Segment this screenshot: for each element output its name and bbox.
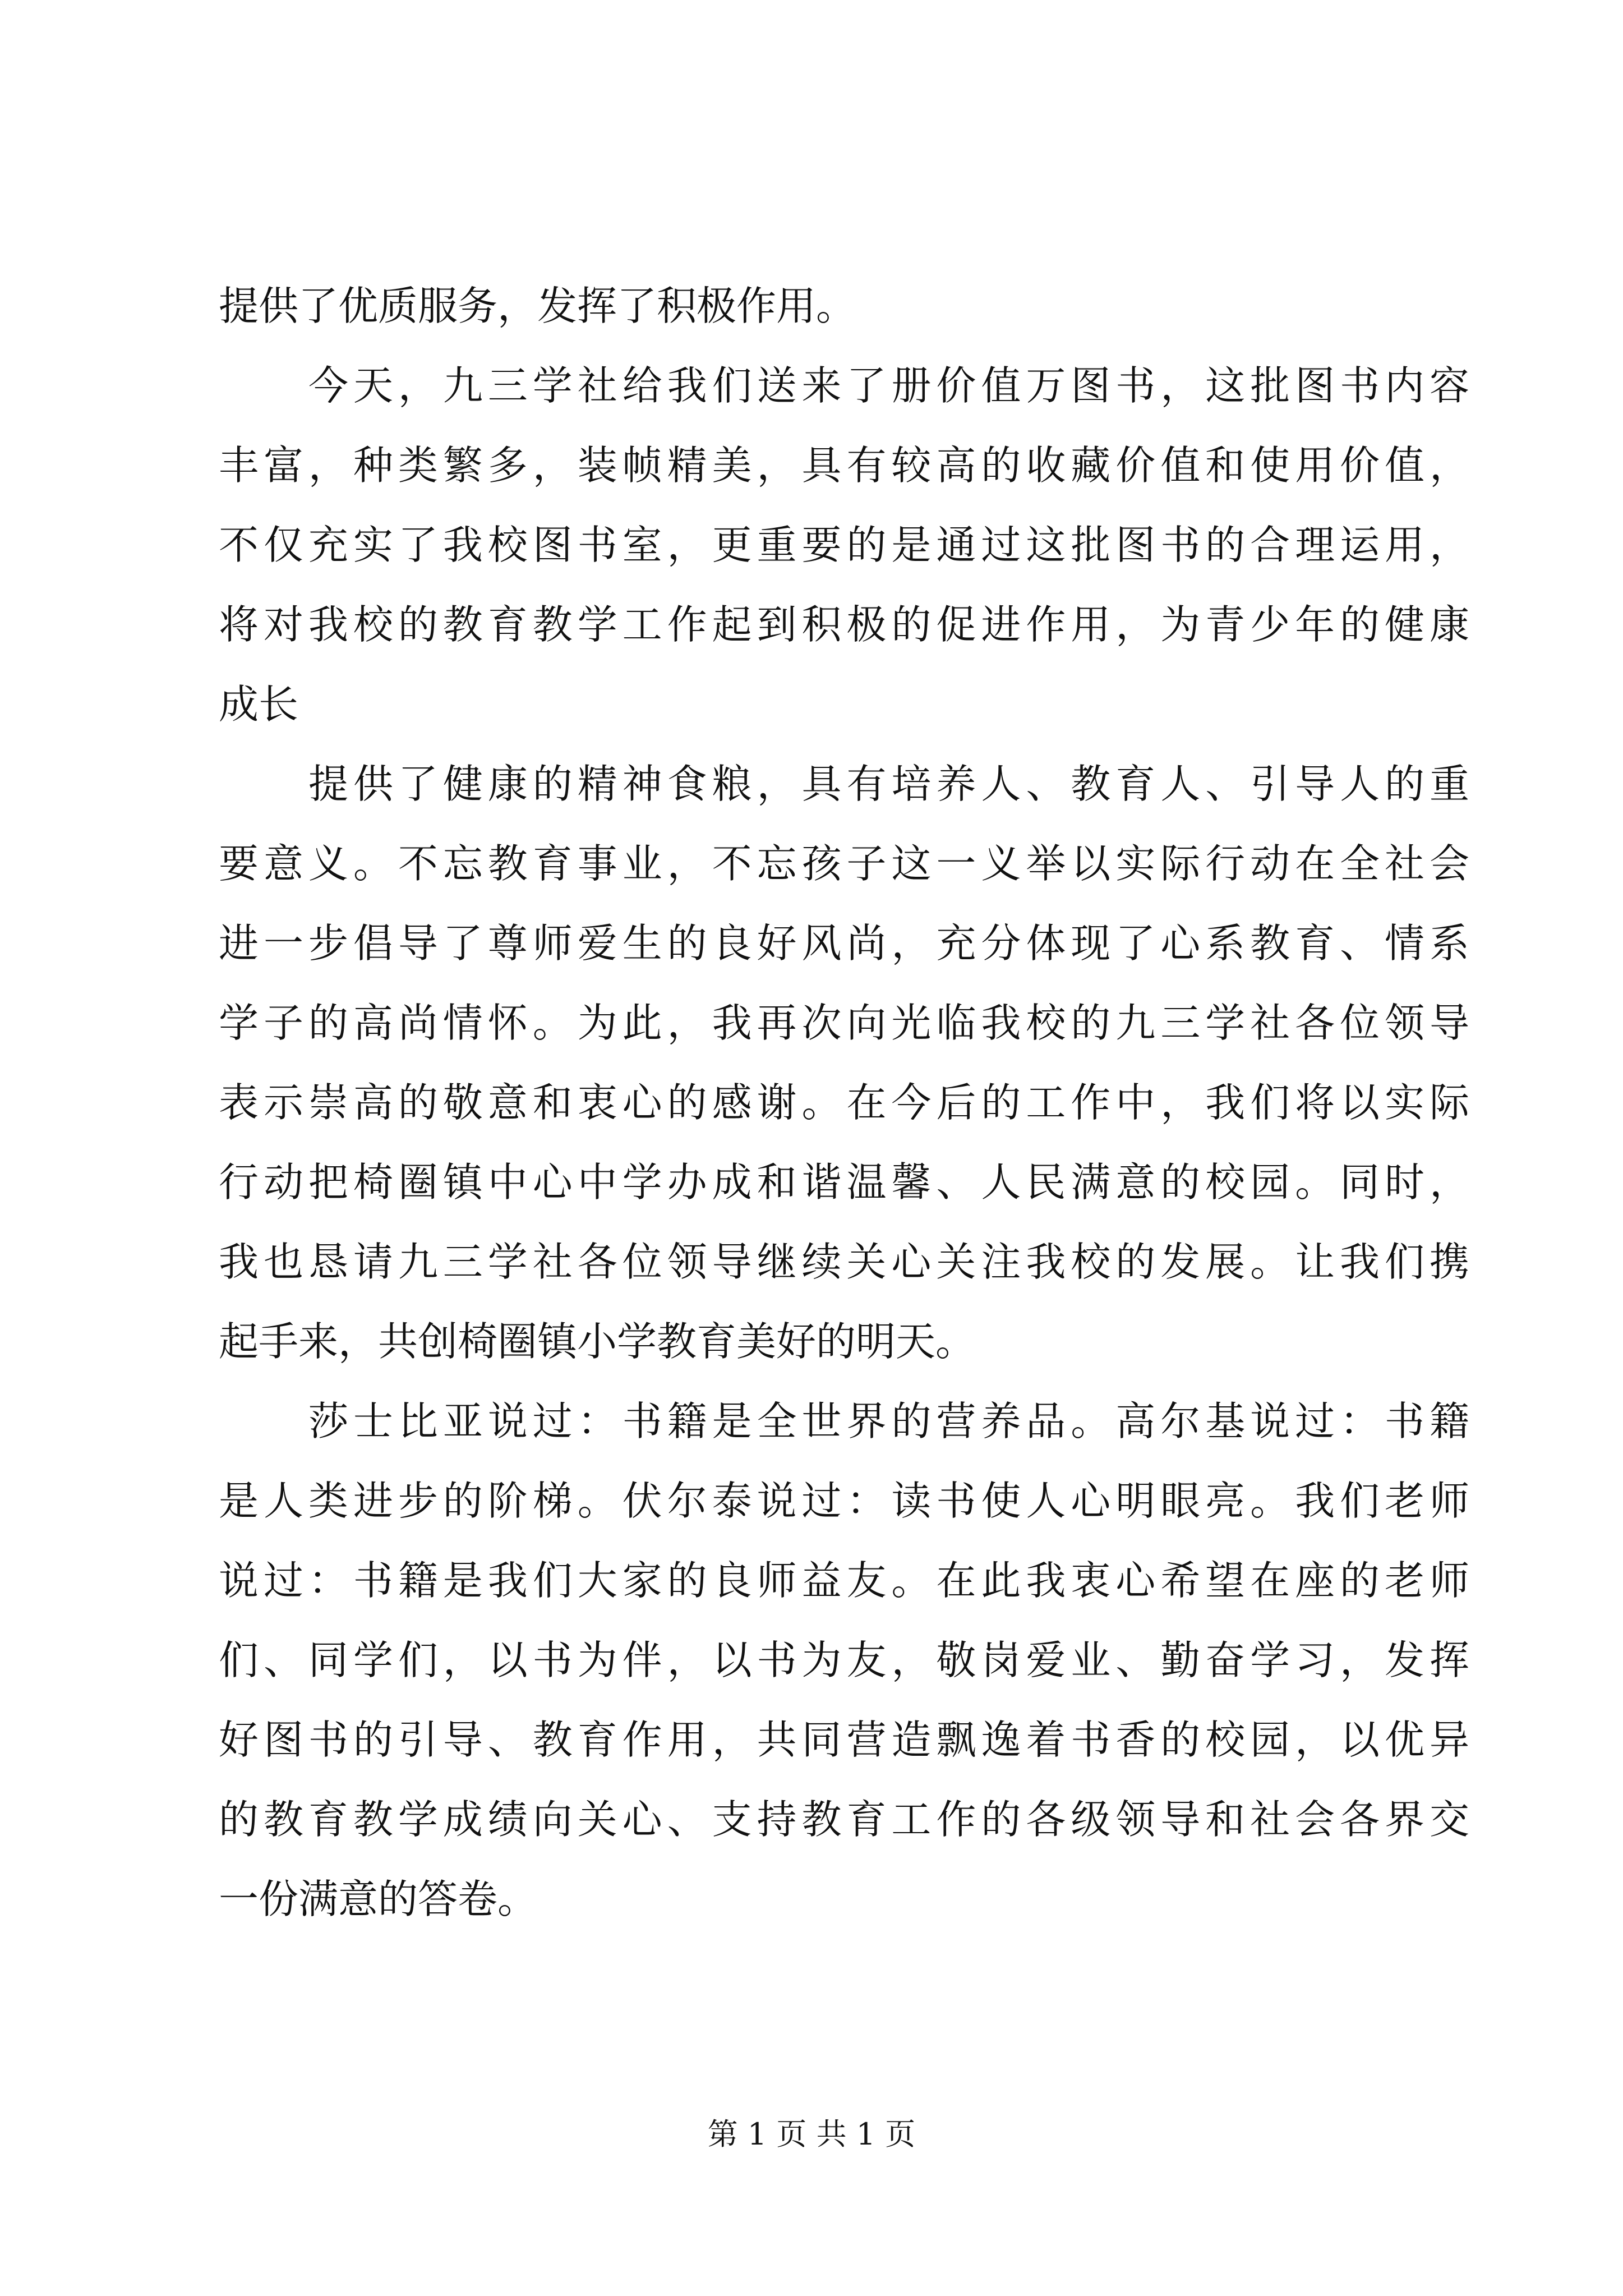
text-line: 表示崇高的敬意和衷心的感谢。在今后的工作中，我们将以实际 [219,1079,1469,1126]
text-line: 将对我校的教育教学工作起到积极的促进作用，为青少年的健康 [219,601,1469,648]
text-line: 提供了优质服务，发挥了积极作用。 [219,283,856,329]
text-line: 们、同学们，以书为伴，以书为友，敬岗爱业、勤奋学习，发挥 [219,1637,1469,1683]
text-line: 提供了健康的精神食粮，具有培养人、教育人、引导人的重 [308,761,1469,807]
text-line: 学子的高尚情怀。为此，我再次向光临我校的九三学社各位领导 [219,1000,1469,1046]
text-line: 今天，九三学社给我们送来了册价值万图书，这批图书内容 [308,362,1469,409]
text-line: 好图书的引导、教育作用，共同营造飘逸着书香的校园，以优异 [219,1717,1469,1763]
page-footer: 第 1 页 共 1 页 [707,2116,916,2152]
document-body [219,266,1469,1939]
text-line: 一份满意的答卷。 [219,1876,538,1922]
text-line: 不仅充实了我校图书室，更重要的是通过这批图书的合理运用， [219,522,1469,568]
text-line: 进一步倡导了尊师爱生的良好风尚，充分体现了心系教育、情系 [219,920,1469,967]
text-line: 起手来，共创椅圈镇小学教育美好的明天。 [219,1318,976,1365]
text-line: 的教育教学成绩向关心、支持教育工作的各级领导和社会各界交 [219,1796,1469,1843]
text-line: 说过：书籍是我们大家的良师益友。在此我衷心希望在座的老师 [219,1557,1469,1604]
text-line: 行动把椅圈镇中心中学办成和谐温馨、人民满意的校园。同时， [219,1159,1469,1205]
text-line: 是人类进步的阶梯。伏尔泰说过：读书使人心明眼亮。我们老师 [219,1478,1469,1524]
text-line: 我也恳请九三学社各位领导继续关心关注我校的发展。让我们携 [219,1239,1469,1285]
text-line: 要意义。不忘教育事业，不忘孩子这一义举以实际行动在全社会 [219,840,1469,887]
text-line: 成长 [219,681,299,728]
text-line: 莎士比亚说过：书籍是全世界的营养品。高尔基说过：书籍 [308,1398,1469,1444]
text-line: 丰富，种类繁多，装帧精美，具有较高的收藏价值和使用价值， [219,442,1469,489]
